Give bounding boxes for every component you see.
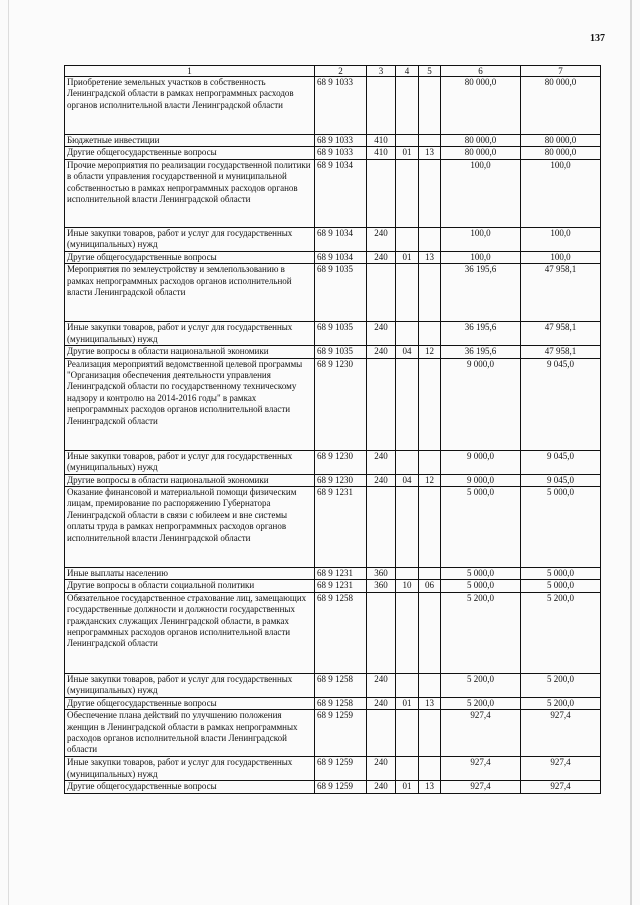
table-row — [65, 673, 601, 697]
table-header-row — [65, 66, 601, 77]
row-name: Оказание финансовой и материальной помощи физическим лицам, премирование по распоряжению Губернатора Ленинградской области в связи с юбилеем и вне системы оплаты труда в рамках непрограммных расходов органов исполнительной власти Ленинградской области — [65, 487, 315, 568]
row-value-2015: 927,4 — [441, 710, 521, 757]
row-value-2015: 80 000,0 — [441, 135, 521, 147]
row-subsection — [419, 358, 441, 450]
row-subsection — [419, 77, 441, 135]
row-section — [396, 159, 419, 227]
row-section — [396, 487, 419, 568]
row-subsection — [419, 592, 441, 673]
row-value-2015: 927,4 — [441, 781, 521, 793]
row-code: 68 9 1258 — [315, 673, 367, 697]
table-row — [65, 227, 601, 251]
row-section: 01 — [396, 697, 419, 709]
row-code: 68 9 1258 — [315, 592, 367, 673]
row-value-2016: 5 200,0 — [521, 697, 601, 709]
row-value-2015: 927,4 — [441, 757, 521, 781]
row-value-2015: 36 195,6 — [441, 264, 521, 322]
table-row — [65, 568, 601, 580]
table-row — [65, 159, 601, 227]
row-section — [396, 568, 419, 580]
row-value-2015: 80 000,0 — [441, 77, 521, 135]
row-value-2016: 100,0 — [521, 251, 601, 263]
row-section: 04 — [396, 474, 419, 486]
row-code: 68 9 1034 — [315, 227, 367, 251]
header-cell: 7 — [521, 66, 601, 77]
row-value-2016: 80 000,0 — [521, 135, 601, 147]
row-code: 68 9 1230 — [315, 474, 367, 486]
row-code: 68 9 1259 — [315, 781, 367, 793]
row-code: 68 9 1035 — [315, 264, 367, 322]
table-row — [65, 135, 601, 147]
row-vr: 240 — [367, 474, 396, 486]
row-section — [396, 77, 419, 135]
row-section — [396, 450, 419, 474]
row-subsection — [419, 673, 441, 697]
row-section — [396, 358, 419, 450]
row-code: 68 9 1033 — [315, 135, 367, 147]
row-code: 68 9 1034 — [315, 251, 367, 263]
header-cell: 4 — [396, 66, 419, 77]
row-value-2016: 47 958,1 — [521, 264, 601, 322]
row-value-2015: 100,0 — [441, 251, 521, 263]
row-vr — [367, 592, 396, 673]
row-value-2015: 5 000,0 — [441, 580, 521, 592]
row-value-2015: 5 200,0 — [441, 592, 521, 673]
row-value-2015: 5 200,0 — [441, 697, 521, 709]
row-section — [396, 757, 419, 781]
row-section — [396, 673, 419, 697]
row-subsection: 12 — [419, 346, 441, 358]
row-value-2015: 100,0 — [441, 227, 521, 251]
row-code: 68 9 1035 — [315, 322, 367, 346]
header-cell: 3 — [367, 66, 396, 77]
table-row — [65, 147, 601, 159]
row-name: Приобретение земельных участков в собственность Ленинградской области в рамках непрограммных расходов органов исполнительной власти Ленинградской области — [65, 77, 315, 135]
row-vr: 240 — [367, 697, 396, 709]
table-row — [65, 710, 601, 757]
row-value-2015: 100,0 — [441, 159, 521, 227]
row-name: Реализация мероприятий ведомственной целевой программы "Организация обеспечения деятельности управления Ленинградской области по государственному техническому надзору и контролю на 2014-2016 годы" в рамках непрограммных расходов органов исполнительной власти Ленинградской области — [65, 358, 315, 450]
row-section: 04 — [396, 346, 419, 358]
row-value-2015: 9 000,0 — [441, 450, 521, 474]
row-subsection — [419, 159, 441, 227]
row-vr: 240 — [367, 450, 396, 474]
row-name: Бюджетные инвестиции — [65, 135, 315, 147]
row-value-2016: 100,0 — [521, 227, 601, 251]
table-row — [65, 264, 601, 322]
row-name: Другие общегосударственные вопросы — [65, 251, 315, 263]
row-name: Другие общегосударственные вопросы — [65, 147, 315, 159]
row-section — [396, 227, 419, 251]
row-code: 68 9 1033 — [315, 77, 367, 135]
table-row — [65, 450, 601, 474]
row-subsection — [419, 135, 441, 147]
row-section — [396, 135, 419, 147]
row-vr: 240 — [367, 227, 396, 251]
row-section — [396, 264, 419, 322]
row-section: 10 — [396, 580, 419, 592]
row-subsection: 13 — [419, 697, 441, 709]
row-subsection — [419, 227, 441, 251]
row-subsection: 13 — [419, 251, 441, 263]
row-code: 68 9 1230 — [315, 450, 367, 474]
row-section: 01 — [396, 147, 419, 159]
row-name: Другие вопросы в области социальной политики — [65, 580, 315, 592]
table-row — [65, 77, 601, 135]
row-code: 68 9 1259 — [315, 757, 367, 781]
row-name: Иные закупки товаров, работ и услуг для государственных (муниципальных) нужд — [65, 322, 315, 346]
row-value-2016: 927,4 — [521, 710, 601, 757]
row-subsection — [419, 568, 441, 580]
row-vr: 410 — [367, 135, 396, 147]
table-row — [65, 592, 601, 673]
row-value-2016: 5 200,0 — [521, 673, 601, 697]
row-vr — [367, 264, 396, 322]
row-subsection — [419, 322, 441, 346]
row-value-2015: 80 000,0 — [441, 147, 521, 159]
row-code: 68 9 1035 — [315, 346, 367, 358]
row-value-2016: 5 000,0 — [521, 580, 601, 592]
row-vr — [367, 358, 396, 450]
row-name: Другие общегосударственные вопросы — [65, 781, 315, 793]
row-subsection — [419, 264, 441, 322]
row-vr — [367, 159, 396, 227]
row-value-2016: 80 000,0 — [521, 147, 601, 159]
table-row — [65, 358, 601, 450]
row-section — [396, 592, 419, 673]
row-subsection — [419, 757, 441, 781]
row-vr — [367, 487, 396, 568]
row-name: Иные закупки товаров, работ и услуг для государственных (муниципальных) нужд — [65, 450, 315, 474]
row-name: Обеспечение плана действий по улучшению положения женщин в Ленинградской области в рамках непрограммных расходов органов исполнительной власти Ленинградской области — [65, 710, 315, 757]
row-subsection: 06 — [419, 580, 441, 592]
row-subsection — [419, 487, 441, 568]
budget-table — [64, 65, 601, 794]
header-cell: 6 — [441, 66, 521, 77]
row-code: 68 9 1231 — [315, 568, 367, 580]
row-vr: 240 — [367, 346, 396, 358]
row-vr: 240 — [367, 322, 396, 346]
scan-edge-right — [630, 0, 632, 905]
row-value-2016: 927,4 — [521, 781, 601, 793]
row-code: 68 9 1231 — [315, 580, 367, 592]
row-value-2015: 9 000,0 — [441, 358, 521, 450]
row-name: Иные закупки товаров, работ и услуг для государственных (муниципальных) нужд — [65, 227, 315, 251]
row-section — [396, 710, 419, 757]
row-subsection: 12 — [419, 474, 441, 486]
row-name: Обязательное государственное страхование лиц, замещающих государственные должности и должности государственных гражданских служащих Ленинградской области, в рамках непрограммных расходов органов исполнительной власти Ленинградской области — [65, 592, 315, 673]
row-value-2016: 100,0 — [521, 159, 601, 227]
row-value-2015: 5 000,0 — [441, 568, 521, 580]
header-cell: 1 — [65, 66, 315, 77]
row-vr — [367, 710, 396, 757]
row-section: 01 — [396, 251, 419, 263]
row-section — [396, 322, 419, 346]
header-cell: 5 — [419, 66, 441, 77]
row-vr: 240 — [367, 673, 396, 697]
row-value-2016: 9 045,0 — [521, 450, 601, 474]
row-name: Иные выплаты населению — [65, 568, 315, 580]
row-code: 68 9 1258 — [315, 697, 367, 709]
row-value-2015: 5 200,0 — [441, 673, 521, 697]
row-value-2015: 5 000,0 — [441, 487, 521, 568]
header-cell: 2 — [315, 66, 367, 77]
row-name: Другие вопросы в области национальной экономики — [65, 346, 315, 358]
row-value-2016: 9 045,0 — [521, 474, 601, 486]
row-code: 68 9 1033 — [315, 147, 367, 159]
row-vr: 240 — [367, 251, 396, 263]
row-subsection: 13 — [419, 147, 441, 159]
row-subsection — [419, 450, 441, 474]
row-value-2016: 5 200,0 — [521, 592, 601, 673]
table-row — [65, 474, 601, 486]
row-name: Другие вопросы в области национальной экономики — [65, 474, 315, 486]
row-code: 68 9 1259 — [315, 710, 367, 757]
row-code: 68 9 1231 — [315, 487, 367, 568]
row-name: Мероприятия по землеустройству и землепользованию в рамках непрограммных расходов органов исполнительной власти Ленинградской области — [65, 264, 315, 322]
row-vr: 240 — [367, 781, 396, 793]
table-row — [65, 487, 601, 568]
row-subsection: 13 — [419, 781, 441, 793]
row-value-2016: 47 958,1 — [521, 322, 601, 346]
row-name: Другие общегосударственные вопросы — [65, 697, 315, 709]
table-row — [65, 757, 601, 781]
row-value-2016: 5 000,0 — [521, 487, 601, 568]
row-vr: 360 — [367, 580, 396, 592]
row-section: 01 — [396, 781, 419, 793]
table-row — [65, 580, 601, 592]
row-value-2015: 36 195,6 — [441, 346, 521, 358]
row-vr: 240 — [367, 757, 396, 781]
row-value-2016: 9 045,0 — [521, 358, 601, 450]
table-row — [65, 251, 601, 263]
row-value-2016: 80 000,0 — [521, 77, 601, 135]
table-row — [65, 697, 601, 709]
table-row — [65, 346, 601, 358]
row-name: Иные закупки товаров, работ и услуг для государственных (муниципальных) нужд — [65, 673, 315, 697]
row-value-2016: 5 000,0 — [521, 568, 601, 580]
table-row — [65, 781, 601, 793]
row-vr — [367, 77, 396, 135]
row-value-2015: 36 195,6 — [441, 322, 521, 346]
row-value-2015: 9 000,0 — [441, 474, 521, 486]
scan-edge-left — [8, 0, 9, 905]
row-code: 68 9 1230 — [315, 358, 367, 450]
row-vr: 360 — [367, 568, 396, 580]
row-name: Прочие мероприятия по реализации государственной политики в области управления государственной и муниципальной собственностью в рамках непрограммных расходов органов исполнительной власти Ленинградской области — [65, 159, 315, 227]
page-number: 137 — [590, 33, 605, 44]
table-row — [65, 322, 601, 346]
row-name: Иные закупки товаров, работ и услуг для государственных (муниципальных) нужд — [65, 757, 315, 781]
row-value-2016: 47 958,1 — [521, 346, 601, 358]
row-subsection — [419, 710, 441, 757]
row-vr: 410 — [367, 147, 396, 159]
row-value-2016: 927,4 — [521, 757, 601, 781]
row-code: 68 9 1034 — [315, 159, 367, 227]
